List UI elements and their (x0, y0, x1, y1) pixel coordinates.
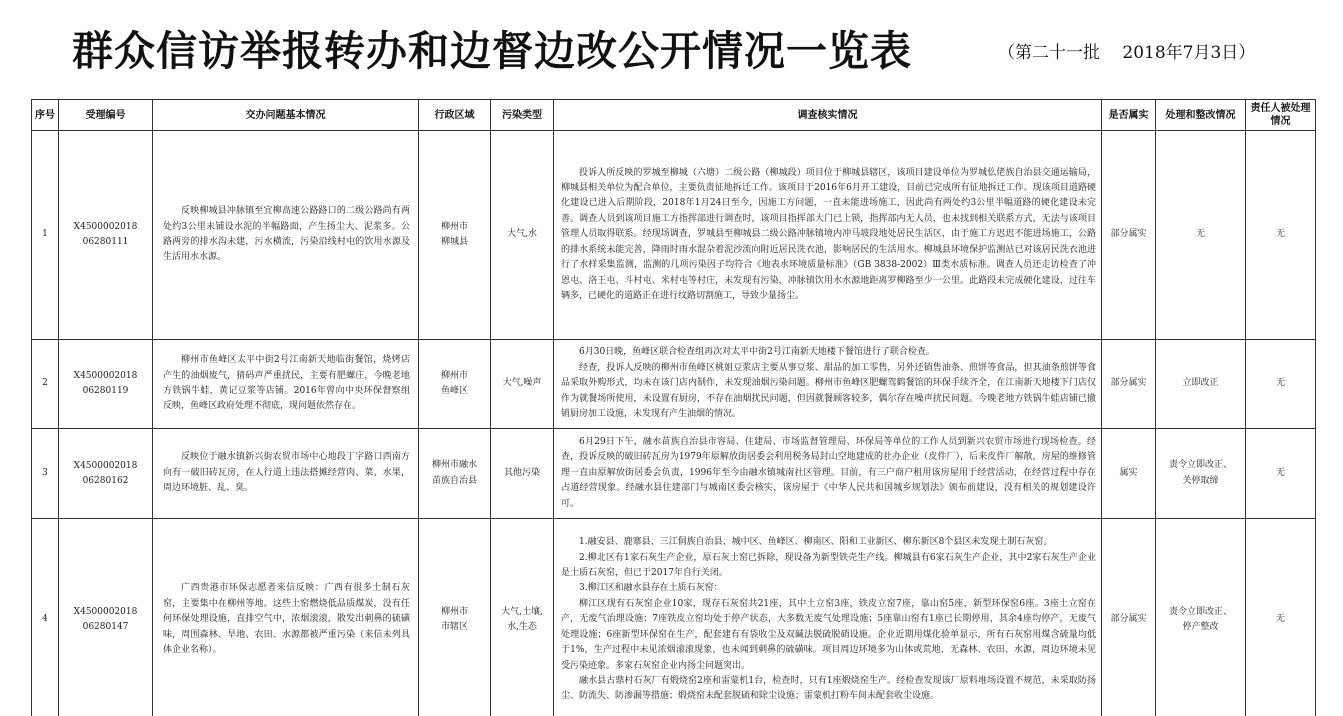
case-code-line: 06280119 (82, 386, 129, 396)
row-number: 2 (32, 340, 59, 429)
case-code-line: 06280162 (82, 475, 129, 486)
is-verified: 部分属实 (1102, 340, 1156, 429)
pollution-type (491, 131, 554, 340)
pollution-type (491, 429, 554, 519)
column-header: 污染类型 (491, 100, 554, 131)
row-number: 4 (32, 519, 59, 716)
admin-region (419, 519, 491, 716)
pollution-type-line: 大气,水 (507, 229, 537, 240)
region-line: 柳州市 (440, 221, 468, 232)
table-header-row (32, 100, 1316, 131)
table-row (32, 429, 1316, 519)
page-title: 群众信访举报转办和边督边改公开情况一览表 (72, 27, 912, 75)
case-code-line: 06280111 (82, 237, 129, 247)
case-code-line: X4500002018 (73, 607, 138, 617)
rectification-line: 停产整改 (1182, 622, 1219, 632)
region-line: 柳州市 (440, 370, 468, 381)
rectification-status (1156, 429, 1246, 519)
pollution-type (491, 519, 554, 716)
region-line: 柳州市融水 (431, 460, 477, 471)
column-header: 受理编号 (59, 100, 153, 131)
case-code (59, 340, 153, 429)
row-number: 3 (32, 429, 59, 519)
batch-date: （第二十一批 2018年7月3日） (998, 43, 1256, 63)
column-header: 处理和整改情况 (1156, 100, 1246, 131)
pollution-type-line: 大气,噪声 (502, 378, 542, 389)
region-line: 市辖区 (440, 622, 468, 632)
admin-region (419, 131, 491, 340)
column-header: 序号 (32, 100, 59, 131)
issue-description (153, 519, 419, 716)
admin-region (419, 340, 491, 429)
region-line: 苗族自治县 (431, 475, 477, 486)
case-code (59, 519, 153, 716)
investigation-findings (554, 340, 1102, 429)
findings-paragraph: 2.柳北区有1家石灰生产企业，原石灰土窑已拆除，现设备为新型铁壳生产线。柳城县有6家石灰生产企业，其中2家石灰生产企业是土质石灰窑，但已于2017年自行关闭。 (561, 552, 1096, 579)
investigation-findings (554, 131, 1102, 340)
row-number: 1 (32, 131, 59, 340)
rectification-line: 责令立即改正、 (1168, 606, 1232, 617)
case-code-line: 06280147 (82, 622, 129, 632)
column-header: 行政区域 (419, 100, 491, 131)
pollution-type-line: 大气,土壤, (501, 606, 543, 617)
admin-region (419, 429, 491, 519)
findings-paragraph: 融水县古鼎村石灰厂有煅烧窑2座和雷蒙机1台，检查时，只有1座煅烧窑生产。经检查发现该厂原料堆场设置不规范，未采取防扬尘、防流失、防渗漏等措施；煅烧窑未配套脱硫和除尘设施；雷蒙机打粉车间未配套收尘设施。 (561, 675, 1096, 702)
rectification-status (1156, 340, 1246, 429)
case-code-line: X4500002018 (73, 222, 138, 232)
findings-paragraph: 经查，投诉人反映的柳州市鱼峰区桃姐豆浆店主要从事豆浆、甜品的加工零售，另外还销售油条、煎饼等食品，但其油条煎饼等食品采取外购形式，均未在该门店内制作，未发现油烟污染问题。柳州市鱼峰区肥螺驾鹤餐馆的环保手续齐全，在江南新天地楼下门店仅作为就餐场所使用，未设置有厨房，不存在油烟扰民问题，但因就餐顾客较多，偶尔存在噪声扰民问题。今晚老地方铁锅牛蛙店铺已撤销厨房加工设施，未发现有产生油烟的情况。 (561, 362, 1096, 420)
table-row (32, 131, 1316, 340)
issue-text: 柳州市鱼峰区太平中街2号江南新天地临街餐馆，烧烤店产生的油烟废气，猜码声严重扰民，主要有肥螺庄，今晚老地方铁锅牛蛙，黄记豆浆等店铺。2016年曾向中央环保督察组反映，鱼峰区政府处理不彻底，现问题依然存在。 (163, 355, 410, 412)
findings-paragraph: 3.柳江区和融水县存在土质石灰窑： (579, 583, 723, 594)
pollution-type-line: 水,生态 (507, 622, 537, 632)
case-code (59, 429, 153, 519)
investigation-findings (554, 429, 1102, 519)
issue-text: 广西贵港市环保志愿者来信反映：广西有很多土制石灰窑，主要集中在柳州等地。这些土窑燃烧低品质煤炭，没有任何环保处理设施，直排空气中，浓烟滚滚，散发出刺鼻的硫磺味，周围森林、旱地、农田、水源都被严重污染（来信未列具体企业名称）。 (163, 583, 410, 656)
rectification-status (1156, 131, 1246, 340)
issue-text: 反映位于融水镇新兴街农贸市场中心地段丁字路口西南方向有一破旧砖瓦房，在人行道上违法搭摊经营肉、菜、水果，周边环境脏、乱、臭。 (163, 452, 410, 494)
investigation-findings (554, 519, 1102, 716)
region-line: 鱼峰区 (440, 386, 468, 396)
is-verified: 部分属实 (1102, 131, 1156, 340)
case-code-line: X4500002018 (73, 460, 138, 471)
findings-paragraph: 投诉人所反映的罗城至柳城（六塘）二级公路（柳城段）项目位于柳城县辖区，该项目建设单位为罗城仫佬族自治县交通运输局，柳城县相关单位为配合单位，主要负责征地拆迁工作。该项目于2016年6月开工建设，目前已完成所有征地拆迁工作。现该项目道路硬化建设已进入后期阶段，2018年1月24日至今，因施工方问题，一直未能进场施工，因此尚有两处约3公里半幅道路的硬化建设未完善。调查人员到该项目施工方指挥部进行调查时，该项目指挥部大门已上锁，指挥部内无人员，也未找到相关联系方式，无法与该项目管理人员取得联系。经现场调查，罗城县至柳城县二级公路冲脉镇境内冲马坡段地处居民生活区，由于施工方迟迟不能进场施工，公路的排水系统未能完善，降雨时雨水混杂着泥沙流向附近居民洗衣池，影响居民的生活用水。柳城县环境保护监测站已对该居民洗衣池进行了水样采集监测，监测的几项污染因子均符合《地表水环境质量标准》（GB 3838-2002）Ⅲ类水质标准。调查人员还走访检查了冲恩屯、洛王屯、斗村屯、米村屯等村庄，未发现有污染，冲脉镇饮用水水源地距离罗柳路至少一公里。此路段未完成硬化建设，过往车辆多，已硬化的道路正在进行纹路切割施工，导致少量扬尘。 (561, 167, 1096, 301)
findings-paragraph: 6月30日晚，鱼峰区联合检查组再次对太平中街2号江南新天地楼下餐馆进行了联合检查。 (579, 347, 935, 358)
case-code-line: X4500002018 (73, 371, 138, 381)
table-row (32, 519, 1316, 716)
region-line: 柳城县 (440, 237, 468, 247)
pollution-type (491, 340, 554, 429)
findings-paragraph: 柳江区现有石灰窑企业10家，现存石灰窑共21座，其中土立窑3座，铁皮立窑7座，靠山窑5座，新型环保窑6座。3座土立窑在产，无废气治理设施；7座铁皮立窑均处于停产状态，大多数无废气处理设施；5座靠山窑有1座已长期停用，其余4座均停产，无废气处理设施；6座新型环保窑在生产，配套建有有袋收尘及双碱法脱硫脱硝设施。企业近期用煤化验单显示，所有石灰窑用煤含硫量均低于1%，生产过程中未见浓烟滚滚现象，也未闻到刺鼻的硫磺味。项目周边环境多为山体或荒地，无森林、农田、水源，周边环境未见受污染迹象。多家石灰窑企业内扬尘问题突出。 (561, 598, 1096, 671)
accountability-status: 无 (1246, 340, 1316, 429)
issue-description (153, 131, 419, 340)
accountability-status: 无 (1246, 131, 1316, 340)
pollution-type-line: 其他污染 (503, 467, 540, 478)
rectification-line: 立即改正 (1182, 378, 1219, 389)
petition-table (31, 99, 1316, 716)
column-header: 是否属实 (1102, 100, 1156, 131)
accountability-status: 无 (1246, 519, 1316, 716)
column-header: 调查核实情况 (554, 100, 1102, 131)
accountability-status: 无 (1246, 429, 1316, 519)
is-verified: 属实 (1102, 429, 1156, 519)
findings-paragraph: 1.融安县、鹿寨县、三江侗族自治县、城中区、鱼峰区、柳南区、阳和工业新区、柳东新区8个县区未发现土制石灰窑。 (579, 537, 1053, 548)
rectification-line: 关停取缔 (1182, 475, 1219, 486)
issue-description (153, 340, 419, 429)
is-verified: 部分属实 (1102, 519, 1156, 716)
findings-paragraph: 6月29日下午，融水苗族自治县市容局、住建局、市场监督管理局、环保局等单位的工作人员到新兴农贸市场进行现场检查。经查，投诉反映的破旧砖瓦房为1979年原解放街居委会利用税务局封山空地建成的社办企业（皮件厂），后来皮件厂解散，房屋的维修管理一直由原解放街居委会负责，1996年至今由融水镇城南社区管理。目前，有三户商户租用该房屋用于经营活动，在经营过程中存在占道经营现象。经融水县住建部门与城南区委会核实，该房屋于《中华人民共和国城乡规划法》颁布前建设，没有相关的规划建设许可。 (561, 436, 1096, 509)
rectification-status (1156, 519, 1246, 716)
region-line: 柳州市 (440, 606, 468, 617)
column-header: 责任人被处理情况 (1246, 100, 1316, 131)
issue-description (153, 429, 419, 519)
rectification-line: 无 (1195, 229, 1205, 240)
rectification-line: 责令立即改正、 (1168, 460, 1232, 471)
column-header: 交办问题基本情况 (153, 100, 419, 131)
issue-text: 反映柳城县冲脉镇至宜柳高速公路路口的二级公路尚有两处约3公里未铺设水泥的半幅路面，产生扬尘大、泥浆多。公路两旁的排水沟未建，污水横流，污染沿线村屯的饮用水源及生活用水水源。 (163, 206, 410, 263)
case-code (59, 131, 153, 340)
table-row (32, 340, 1316, 429)
